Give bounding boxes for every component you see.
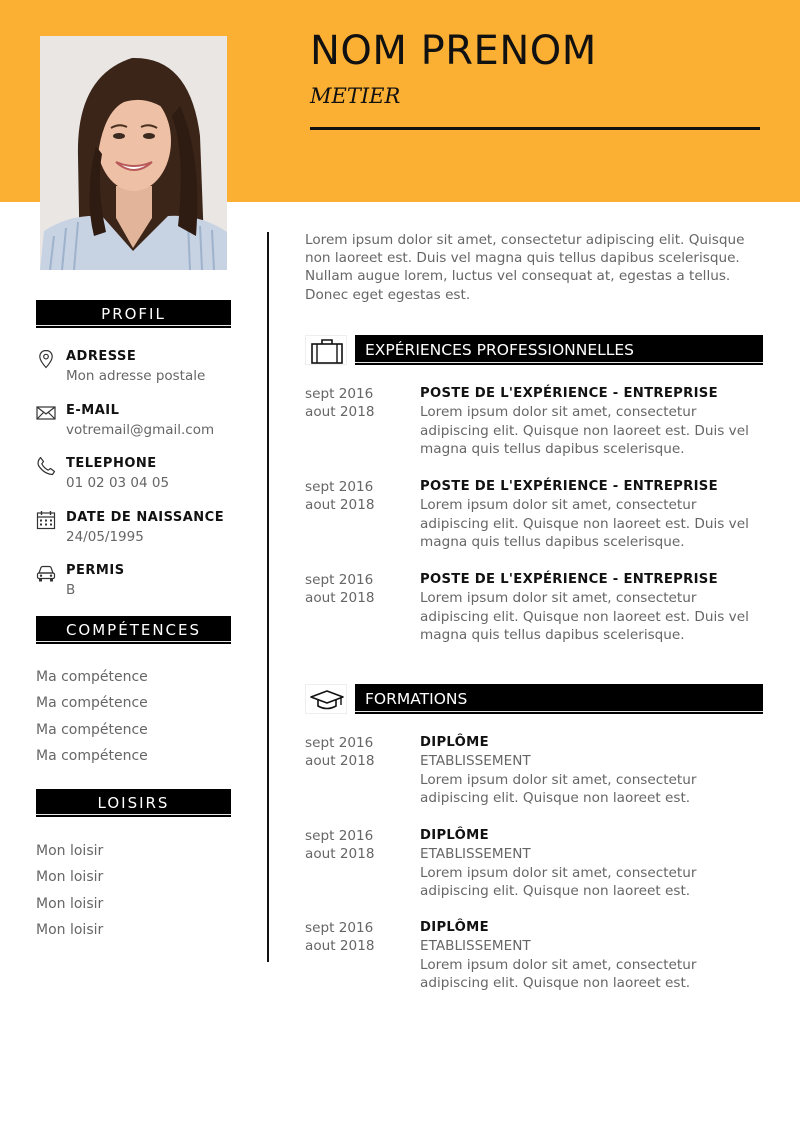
intro-paragraph: Lorem ipsum dolor sit amet, consectetur adipiscing elit. Quisque non laoreet est. Duis vel magna quis tellus dapibus scelerisque. Nullam augue lorem, luctus vel consequat at, egestas a tellus. Donec eget egestas est. <box>305 232 745 303</box>
info-value: Mon adresse postale <box>66 368 206 384</box>
info-phone <box>36 456 256 496</box>
column-divider <box>267 232 269 962</box>
date-start: sept 2016 <box>305 735 374 751</box>
entry-school: ETABLISSEMENT <box>420 938 531 955</box>
entry-description: Lorem ipsum dolor sit amet, consectetur adipiscing elit. Quisque non laoreet est. Duis vel magna quis tellus dapibus scelerisque. <box>420 497 749 551</box>
info-email <box>36 403 256 443</box>
info-label: ADRESSE <box>66 349 137 364</box>
entry-description: Lorem ipsum dolor sit amet, consectetur adipiscing elit. Quisque non laoreet est. <box>420 771 697 807</box>
entry-school: ETABLISSEMENT <box>420 846 531 863</box>
experience-title: EXPÉRIENCES PROFESSIONNELLES <box>355 335 763 365</box>
entry-body <box>420 919 760 993</box>
info-value: 01 02 03 04 05 <box>66 475 170 491</box>
entry-title: POSTE DE L'EXPÉRIENCE - ENTREPRISE <box>420 386 718 401</box>
full-name: NOM PRENOM <box>310 28 597 74</box>
hobbies-heading: LOISIRS <box>36 789 231 817</box>
date-end: aout 2018 <box>305 497 375 514</box>
entry-title: DIPLÔME <box>420 920 489 935</box>
name-divider <box>310 127 760 130</box>
date-start: sept 2016 <box>305 479 374 495</box>
date-end: aout 2018 <box>305 590 375 607</box>
entry-body <box>420 571 760 645</box>
entry-title: POSTE DE L'EXPÉRIENCE - ENTREPRISE <box>420 479 718 494</box>
date-start: sept 2016 <box>305 920 374 936</box>
info-value: votremail@gmail.com <box>66 422 215 438</box>
info-birthdate <box>36 510 256 550</box>
entry-dates <box>305 385 410 422</box>
date-start: sept 2016 <box>305 828 374 844</box>
info-value: 24/05/1995 <box>66 529 144 545</box>
entry-title: POSTE DE L'EXPÉRIENCE - ENTREPRISE <box>420 572 718 587</box>
hobby-item: Mon loisir <box>36 869 104 886</box>
envelope-icon <box>36 403 56 423</box>
entry-body <box>420 734 760 808</box>
date-end: aout 2018 <box>305 938 375 955</box>
skills-heading: COMPÉTENCES <box>36 616 231 644</box>
education-title: FORMATIONS <box>355 684 763 714</box>
date-end: aout 2018 <box>305 846 375 863</box>
profile-heading: PROFIL <box>36 300 231 328</box>
info-address <box>36 349 256 389</box>
entry-title: DIPLÔME <box>420 828 489 843</box>
skill-item: Ma compétence <box>36 695 148 712</box>
job-title: METIER <box>310 84 401 108</box>
date-start: sept 2016 <box>305 572 374 588</box>
entry-body <box>420 385 760 459</box>
info-label: DATE DE NAISSANCE <box>66 510 225 525</box>
info-label: E-MAIL <box>66 403 120 418</box>
map-pin-icon <box>36 349 56 369</box>
hobby-item: Mon loisir <box>36 921 104 938</box>
date-end: aout 2018 <box>305 404 375 421</box>
skill-item: Ma compétence <box>36 721 148 738</box>
entry-dates <box>305 919 410 956</box>
entry-dates <box>305 478 410 515</box>
entry-dates <box>305 734 410 771</box>
info-license <box>36 563 256 603</box>
entry-description: Lorem ipsum dolor sit amet, consectetur adipiscing elit. Quisque non laoreet est. Duis vel magna quis tellus dapibus scelerisque. <box>420 590 749 644</box>
entry-school: ETABLISSEMENT <box>420 753 531 770</box>
skills-list <box>36 664 236 769</box>
entry-title: DIPLÔME <box>420 735 489 750</box>
skill-item: Ma compétence <box>36 669 148 685</box>
education-heading <box>305 684 763 714</box>
education-icon-box <box>305 684 347 714</box>
info-label: PERMIS <box>66 563 125 578</box>
experience-icon-box <box>305 335 347 365</box>
skill-item: Ma compétence <box>36 747 148 764</box>
experience-heading <box>305 335 763 365</box>
entry-body <box>420 827 760 901</box>
briefcase-icon <box>306 336 348 366</box>
calendar-icon <box>36 510 56 530</box>
hobby-item: Mon loisir <box>36 895 104 912</box>
graduation-cap-icon <box>306 685 348 715</box>
car-icon <box>36 563 56 583</box>
profile-photo <box>40 36 227 270</box>
date-start: sept 2016 <box>305 386 374 402</box>
hobby-item: Mon loisir <box>36 843 104 859</box>
entry-description: Lorem ipsum dolor sit amet, consectetur adipiscing elit. Quisque non laoreet est. <box>420 956 697 992</box>
hobbies-list <box>36 838 236 943</box>
info-label: TELEPHONE <box>66 456 157 471</box>
date-end: aout 2018 <box>305 753 375 770</box>
info-value: B <box>66 582 76 598</box>
entry-description: Lorem ipsum dolor sit amet, consectetur adipiscing elit. Quisque non laoreet est. <box>420 864 697 900</box>
entry-dates <box>305 571 410 608</box>
entry-description: Lorem ipsum dolor sit amet, consectetur adipiscing elit. Quisque non laoreet est. Duis vel magna quis tellus dapibus scelerisque. <box>420 404 749 458</box>
entry-dates <box>305 827 410 864</box>
phone-icon <box>36 456 56 476</box>
entry-body <box>420 478 760 552</box>
